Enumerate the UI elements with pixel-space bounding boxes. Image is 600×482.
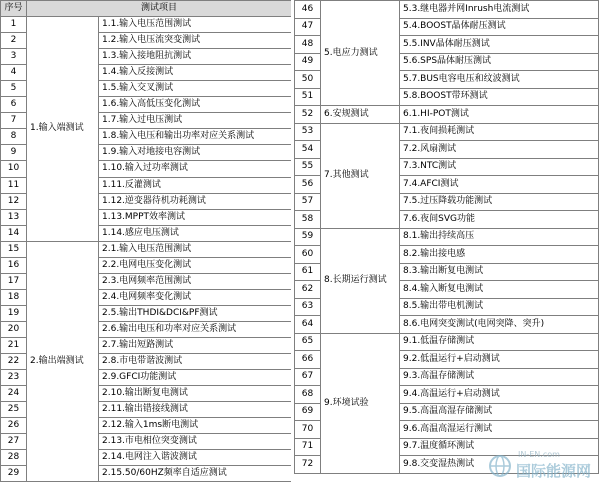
test-item: 9.2.低温运行+启动测试 xyxy=(400,351,599,369)
row-number: 69 xyxy=(295,403,321,421)
row-number: 47 xyxy=(295,18,321,36)
row-number: 17 xyxy=(1,273,27,289)
test-item: 1.2.输入电压流突变测试 xyxy=(99,33,292,49)
test-item: 1.10.输入过功率测试 xyxy=(99,161,292,177)
watermark-en: IN-EN.com xyxy=(518,450,560,459)
test-item: 5.4.BOOST晶体耐压测试 xyxy=(400,18,599,36)
group-name: 9.环境试验 xyxy=(321,333,400,473)
group-name: 6.安规测试 xyxy=(321,106,400,124)
row-number: 13 xyxy=(1,209,27,225)
row-number: 21 xyxy=(1,337,27,353)
row-number: 54 xyxy=(295,141,321,159)
table-row xyxy=(1,241,292,257)
row-number: 14 xyxy=(1,225,27,241)
row-number: 56 xyxy=(295,176,321,194)
row-number: 65 xyxy=(295,333,321,351)
project-header: 测试项目 xyxy=(27,1,292,17)
row-number: 10 xyxy=(1,161,27,177)
test-item: 9.5.高温高湿存储测试 xyxy=(400,403,599,421)
test-item: 2.13.市电相位突变测试 xyxy=(99,434,292,450)
test-item: 2.11.输出错接线测试 xyxy=(99,402,292,418)
row-number: 3 xyxy=(1,49,27,65)
row-number: 49 xyxy=(295,53,321,71)
row-number: 28 xyxy=(1,450,27,466)
row-number: 58 xyxy=(295,211,321,229)
table-row xyxy=(295,123,599,141)
group-name: 2.输出端测试 xyxy=(27,241,99,482)
table-row xyxy=(295,106,599,124)
row-number: 22 xyxy=(1,354,27,370)
test-item: 9.7.温度循环测试 xyxy=(400,438,599,456)
row-number: 64 xyxy=(295,316,321,334)
test-item: 5.7.BUS电容电压和纹波测试 xyxy=(400,71,599,89)
row-number: 15 xyxy=(1,241,27,257)
test-item: 2.15.50/60HZ频率自适应测试 xyxy=(99,466,292,482)
test-item: 9.3.高温存储测试 xyxy=(400,368,599,386)
test-item: 2.10.输出断复电测试 xyxy=(99,386,292,402)
group-name: 1.输入端测试 xyxy=(27,17,99,242)
row-number: 71 xyxy=(295,438,321,456)
row-number: 62 xyxy=(295,281,321,299)
row-number: 61 xyxy=(295,263,321,281)
row-number: 1 xyxy=(1,17,27,33)
test-item: 1.12.逆变器待机功耗测试 xyxy=(99,193,292,209)
test-item: 5.8.BOOST带环测试 xyxy=(400,88,599,106)
watermark-logo xyxy=(488,450,594,480)
row-number: 63 xyxy=(295,298,321,316)
row-number: 59 xyxy=(295,228,321,246)
test-item: 8.6.电网突变测试(电网突降、突升) xyxy=(400,316,599,334)
test-item: 9.8.交变湿热测试 xyxy=(400,456,599,474)
seq-header: 序号 xyxy=(1,1,27,17)
test-item: 2.12.输入1ms断电测试 xyxy=(99,418,292,434)
row-number: 23 xyxy=(1,370,27,386)
table-row xyxy=(1,17,292,33)
test-item: 2.6.输出电压和功率对应关系测试 xyxy=(99,321,292,337)
row-number: 29 xyxy=(1,466,27,482)
test-item: 7.6.夜间SVG功能 xyxy=(400,211,599,229)
right-test-table xyxy=(294,0,599,474)
test-item: 2.9.GFCI功能测试 xyxy=(99,370,292,386)
test-item: 2.5.输出THDI&DCI&PF测试 xyxy=(99,305,292,321)
test-item: 1.5.输入交叉测试 xyxy=(99,81,292,97)
row-number: 46 xyxy=(295,1,321,19)
test-item: 8.3.输出断复电测试 xyxy=(400,263,599,281)
table-row xyxy=(295,1,599,19)
test-item: 2.14.电网注入谐波测试 xyxy=(99,450,292,466)
test-item: 2.8.市电带谐波测试 xyxy=(99,354,292,370)
group-name: 7.其他测试 xyxy=(321,123,400,228)
row-number: 5 xyxy=(1,81,27,97)
test-item: 9.1.低温存储测试 xyxy=(400,333,599,351)
row-number: 2 xyxy=(1,33,27,49)
row-number: 8 xyxy=(1,129,27,145)
test-item: 2.1.输入电压范围测试 xyxy=(99,241,292,257)
row-number: 18 xyxy=(1,289,27,305)
group-name: 5.电应力测试 xyxy=(321,1,400,106)
row-number: 66 xyxy=(295,351,321,369)
test-item: 8.4.输入断复电测试 xyxy=(400,281,599,299)
row-number: 16 xyxy=(1,257,27,273)
left-test-table xyxy=(0,0,292,482)
row-number: 11 xyxy=(1,177,27,193)
test-item: 1.14.感应电压测试 xyxy=(99,225,292,241)
row-number: 68 xyxy=(295,386,321,404)
header-row xyxy=(1,1,292,17)
group-name: 8.长期运行测试 xyxy=(321,228,400,333)
row-number: 55 xyxy=(295,158,321,176)
table-row xyxy=(295,333,599,351)
test-item: 7.5.过压降载功能测试 xyxy=(400,193,599,211)
table-row xyxy=(295,228,599,246)
test-item: 8.2.输出接电感 xyxy=(400,246,599,264)
row-number: 50 xyxy=(295,71,321,89)
test-item: 2.7.输出短路测试 xyxy=(99,337,292,353)
test-item: 8.5.输出带电机测试 xyxy=(400,298,599,316)
test-item: 7.1.夜间损耗测试 xyxy=(400,123,599,141)
row-number: 67 xyxy=(295,368,321,386)
row-number: 26 xyxy=(1,418,27,434)
test-item: 7.4.AFCI测试 xyxy=(400,176,599,194)
test-item: 1.4.输入反接测试 xyxy=(99,65,292,81)
row-number: 72 xyxy=(295,456,321,474)
row-number: 4 xyxy=(1,65,27,81)
row-number: 48 xyxy=(295,36,321,54)
test-item: 5.5.INV晶体耐压测试 xyxy=(400,36,599,54)
row-number: 9 xyxy=(1,145,27,161)
test-item: 5.3.继电器并网Inrush电流测试 xyxy=(400,1,599,19)
row-number: 24 xyxy=(1,386,27,402)
test-item: 1.8.输入电压和输出功率对应关系测试 xyxy=(99,129,292,145)
row-number: 27 xyxy=(1,434,27,450)
row-number: 25 xyxy=(1,402,27,418)
test-item: 9.4.高温运行+启动测试 xyxy=(400,386,599,404)
row-number: 20 xyxy=(1,321,27,337)
row-number: 53 xyxy=(295,123,321,141)
test-item: 5.6.SPS晶体耐压测试 xyxy=(400,53,599,71)
row-number: 7 xyxy=(1,113,27,129)
row-number: 70 xyxy=(295,421,321,439)
test-item: 6.1.HI-POT测试 xyxy=(400,106,599,124)
test-item: 1.9.输入对地接电容测试 xyxy=(99,145,292,161)
test-item: 1.6.输入高低压变化测试 xyxy=(99,97,292,113)
test-item: 2.3.电网频率范围测试 xyxy=(99,273,292,289)
row-number: 51 xyxy=(295,88,321,106)
row-number: 6 xyxy=(1,97,27,113)
test-item: 2.4.电网频率变化测试 xyxy=(99,289,292,305)
watermark-cn: 国际能源网 xyxy=(516,462,592,480)
test-item: 2.2.电网电压变化测试 xyxy=(99,257,292,273)
globe-icon xyxy=(488,454,512,478)
row-number: 12 xyxy=(1,193,27,209)
test-item: 7.2.风扇测试 xyxy=(400,141,599,159)
test-item: 7.3.NTC测试 xyxy=(400,158,599,176)
row-number: 60 xyxy=(295,246,321,264)
row-number: 52 xyxy=(295,106,321,124)
test-item: 1.13.MPPT效率测试 xyxy=(99,209,292,225)
test-item: 1.11.反灌测试 xyxy=(99,177,292,193)
test-item: 8.1.输出持续高压 xyxy=(400,228,599,246)
row-number: 57 xyxy=(295,193,321,211)
test-item: 1.3.输入接地阻抗测试 xyxy=(99,49,292,65)
test-item: 9.6.高温高湿运行测试 xyxy=(400,421,599,439)
test-item: 1.7.输入过电压测试 xyxy=(99,113,292,129)
row-number: 19 xyxy=(1,305,27,321)
test-item: 1.1.输入电压范围测试 xyxy=(99,17,292,33)
